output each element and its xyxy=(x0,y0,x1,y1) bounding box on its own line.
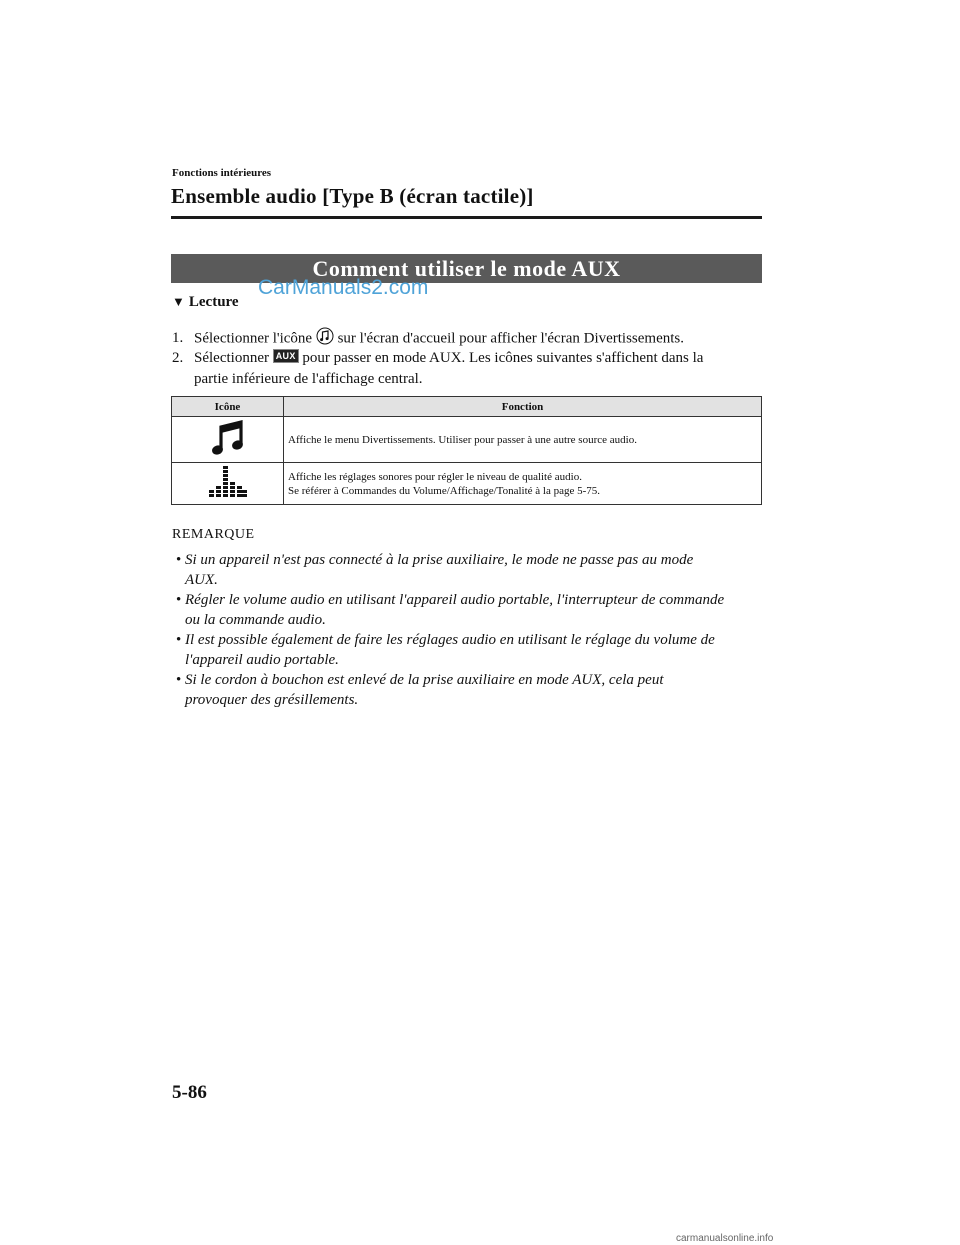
step-2 xyxy=(172,348,703,368)
page-number: 5-86 xyxy=(172,1082,207,1103)
table-cell-icon xyxy=(172,463,284,505)
bullet-icon: • xyxy=(176,632,182,648)
equalizer-icon xyxy=(209,490,247,502)
step-number: 2. xyxy=(172,350,184,366)
title-rule xyxy=(171,216,762,219)
icon-function-table xyxy=(171,396,762,505)
section-title: Lecture xyxy=(188,294,239,310)
step-number: 1. xyxy=(172,330,184,347)
chapter-subtitle: Fonctions intérieures xyxy=(172,167,272,179)
table-cell-function: Affiche le menu Divertissements. Utiliser pour passer à une autre source audio. xyxy=(284,417,762,463)
section-banner: Comment utiliser le mode AUX xyxy=(171,254,762,283)
bullet-icon: • xyxy=(176,552,182,568)
triangle-marker-icon: ▼ xyxy=(172,294,185,309)
list-item: • Si un appareil n'est pas connecté à la prise auxiliaire, le mode ne passe pas au mode AUX. xyxy=(176,552,694,588)
page-title: Ensemble audio [Type B (écran tactile)] xyxy=(171,184,534,208)
list-item: • Il est possible également de faire les réglages audio en utilisant le réglage du volume de l'appareil audio portable. xyxy=(176,632,715,668)
step-text-before: Sélectionner l'icône xyxy=(194,330,313,347)
table-row xyxy=(172,417,762,463)
watermark-text[interactable]: CarManuals2.com xyxy=(258,276,429,299)
aux-icon: AUX xyxy=(273,349,299,363)
bullet-icon: • xyxy=(176,672,182,688)
step-text-after: pour passer en mode AUX. Les icônes suivantes s'affichent dans la xyxy=(302,350,704,366)
table-header-row xyxy=(172,397,762,417)
table-row xyxy=(172,463,762,505)
list-item: • Régler le volume audio en utilisant l'appareil audio portable, l'interrupteur de commande ou la commande audio. xyxy=(176,592,725,628)
step-2-continuation: partie inférieure de l'affichage central. xyxy=(194,371,423,387)
step-text-after: sur l'écran d'accueil pour afficher l'écran Divertissements. xyxy=(337,330,685,347)
remark-list xyxy=(172,550,764,710)
step-text-before: Sélectionner xyxy=(194,350,269,366)
section-heading xyxy=(172,294,239,311)
header-function: Fonction xyxy=(284,397,762,417)
footer-watermark[interactable]: carmanualsonline.info xyxy=(676,1233,774,1244)
music-note-icon xyxy=(211,448,245,460)
bullet-icon: • xyxy=(176,592,182,608)
header-icon: Icône xyxy=(172,397,284,417)
table-cell-function: Affiche les réglages sonores pour régler le niveau de qualité audio. Se référer à Commandes du Volume/Affichage/Tonalité à la page 5-75. xyxy=(284,463,762,505)
table-cell-icon xyxy=(172,417,284,463)
list-item: • Si le cordon à bouchon est enlevé de la prise auxiliaire en mode AUX, cela peut provoquer des grésillements. xyxy=(176,672,664,708)
remark-heading: REMARQUE xyxy=(172,527,255,542)
